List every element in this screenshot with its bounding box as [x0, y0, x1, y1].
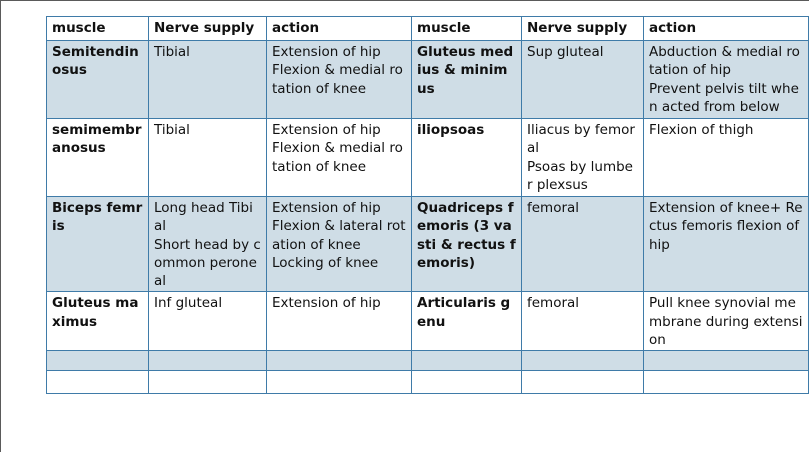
muscle-cell: iliopsoas — [412, 119, 522, 197]
action-cell — [644, 292, 809, 351]
table-row — [47, 119, 809, 197]
nerve-cell — [149, 292, 267, 351]
muscle-cell: semimembranosus — [47, 119, 149, 197]
action-line: Flexion & medial rotation of knee — [272, 140, 403, 175]
nerve-cell — [522, 41, 644, 119]
action-cell — [644, 41, 809, 119]
empty-row — [47, 351, 809, 371]
action-line: Extension of knee+ Rectus femoris flexion of hip — [649, 200, 804, 253]
nerve-line: Iliacus by femoral — [527, 122, 635, 157]
nerve-cell — [522, 197, 644, 292]
nerve-cell — [149, 41, 267, 119]
action-line: Flexion & lateral rotation of knee — [272, 218, 406, 253]
header-action-2: action — [644, 17, 809, 41]
empty-cell — [267, 371, 412, 394]
header-muscle: muscle — [47, 17, 149, 41]
empty-cell — [644, 351, 809, 371]
empty-cell — [149, 371, 267, 394]
table-row — [47, 292, 809, 351]
empty-cell — [412, 371, 522, 394]
nerve-line: Long head Tibial — [154, 200, 253, 235]
muscle-cell: Quadriceps femoris (3 vasti & rectus femoris) — [412, 197, 522, 292]
header-nerve-supply: Nerve supply — [149, 17, 267, 41]
action-line: Extension of hip — [272, 44, 381, 60]
empty-row — [47, 371, 809, 394]
nerve-line: Tibial — [154, 44, 190, 60]
table-row — [47, 41, 809, 119]
empty-cell — [522, 351, 644, 371]
action-cell — [267, 292, 412, 351]
nerve-line: femoral — [527, 295, 580, 312]
nerve-line: Short head by common peroneal — [154, 236, 261, 290]
muscle-cell: Semitendinosus — [47, 41, 149, 119]
action-cell — [267, 41, 412, 119]
nerve-line: Psoas by lumber plexsus — [527, 158, 633, 193]
muscle-table — [46, 16, 809, 394]
nerve-line: femoral — [527, 200, 580, 216]
empty-cell — [47, 371, 149, 394]
header-nerve-supply-2: Nerve supply — [522, 17, 644, 41]
nerve-line: Inf gluteal — [154, 295, 223, 312]
nerve-cell — [149, 119, 267, 197]
muscle-cell: Gluteus medius & minimus — [412, 41, 522, 119]
empty-cell — [644, 371, 809, 394]
empty-cell — [522, 371, 644, 394]
action-line: Flexion & medial rotation of knee — [272, 62, 403, 97]
empty-cell — [47, 351, 149, 371]
action-line: Pull knee synovial membrane during extension — [649, 295, 803, 349]
header-muscle-2: muscle — [412, 17, 522, 41]
muscle-cell: Biceps femris — [47, 197, 149, 292]
empty-cell — [267, 351, 412, 371]
nerve-cell — [149, 197, 267, 292]
muscle-cell: Gluteus maximus — [47, 292, 149, 351]
nerve-cell — [522, 292, 644, 351]
action-line: Locking of knee — [272, 254, 379, 271]
action-line: Flexion of thigh — [649, 122, 754, 138]
action-line: Extension of hip — [272, 200, 381, 216]
nerve-line: Tibial — [154, 122, 190, 138]
empty-cell — [149, 351, 267, 371]
action-cell — [644, 119, 809, 197]
nerve-cell — [522, 119, 644, 197]
empty-cell — [412, 351, 522, 371]
nerve-line: Sup gluteal — [527, 44, 604, 60]
header-action: action — [267, 17, 412, 41]
action-line: Extension of hip — [272, 122, 381, 138]
action-line: Abduction & medial rotation of hip — [649, 44, 800, 79]
table-row — [47, 197, 809, 292]
header-row — [47, 17, 809, 41]
action-cell — [644, 197, 809, 292]
action-line: Extension of hip — [272, 295, 381, 312]
muscle-cell: Articularis genu — [412, 292, 522, 351]
action-line: Prevent pelvis tilt when acted from below — [649, 80, 799, 115]
action-cell — [267, 119, 412, 197]
action-cell — [267, 197, 412, 292]
